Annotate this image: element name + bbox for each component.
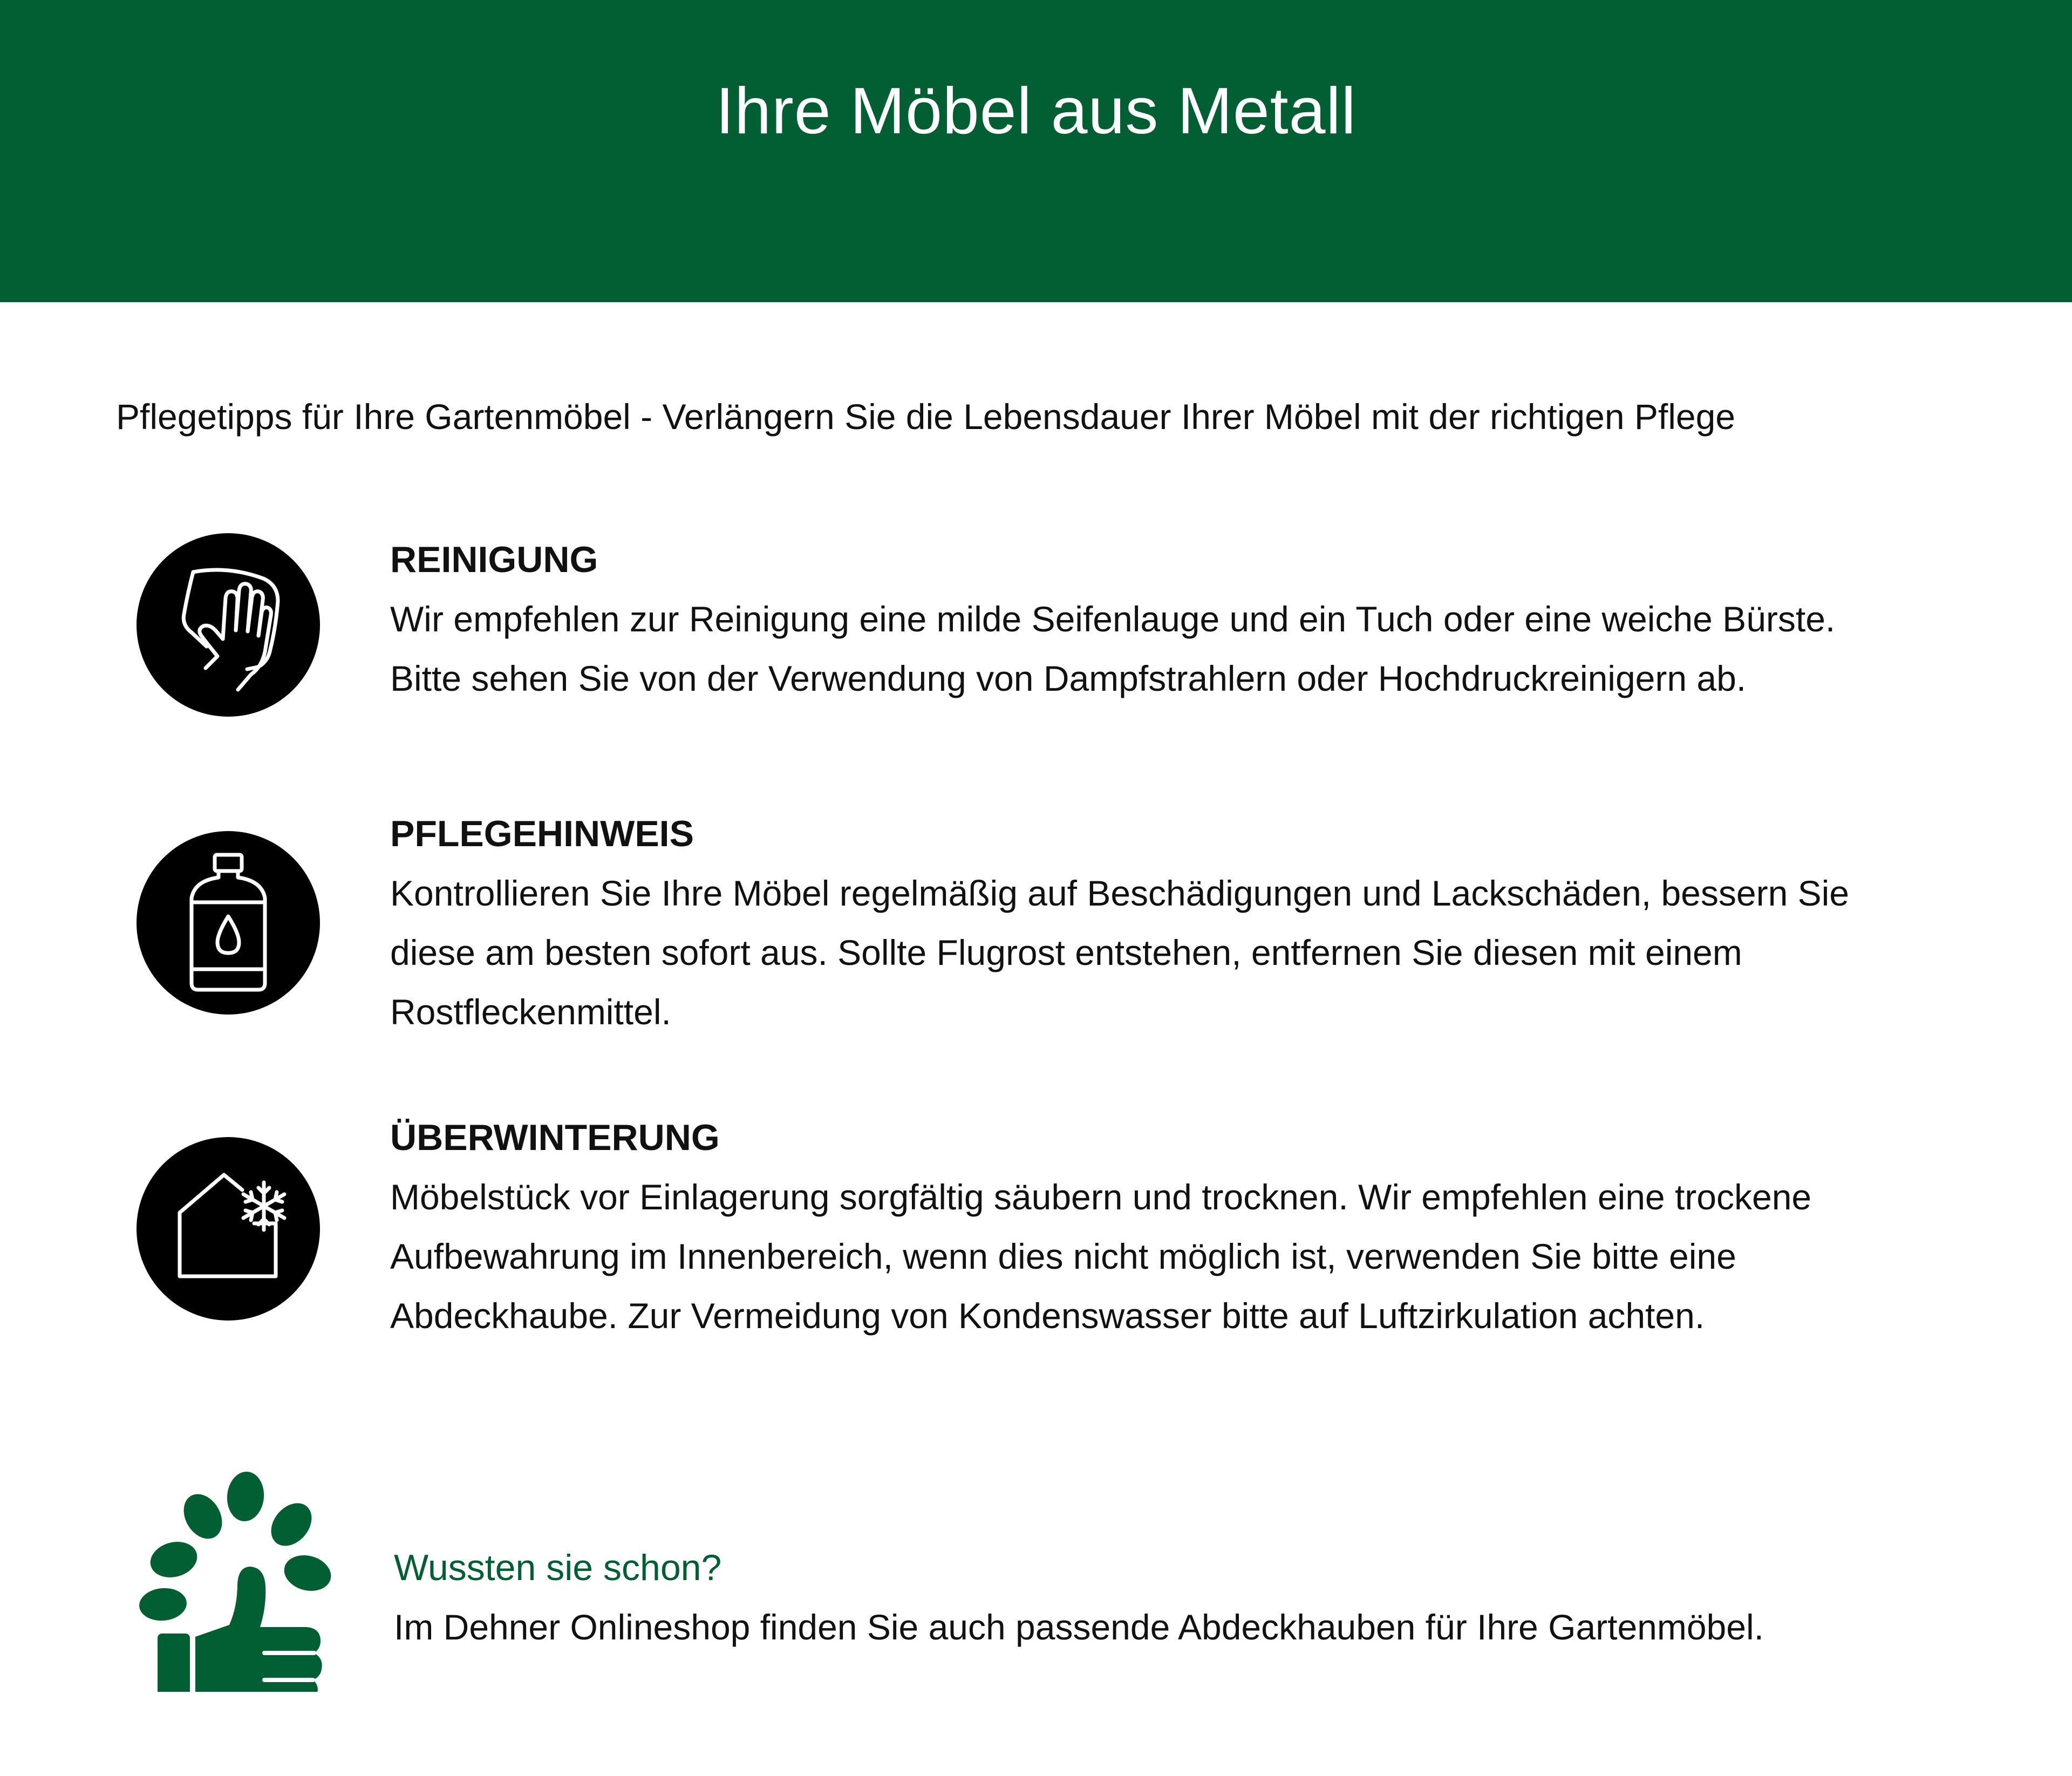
- section-body-line: Bitte sehen Sie von der Verwendung von Dampfstrahlern oder Hochdruckreinigern ab.: [390, 658, 1747, 698]
- section-body-line: diese am besten sofort aus. Sollte Flugrost entstehen, entfernen Sie diesen mit einem: [390, 933, 1742, 972]
- tip-text: [394, 1538, 2013, 1657]
- section-body: [390, 863, 2009, 1042]
- tip-body: Im Dehner Onlineshop finden Sie auch passende Abdeckhauben für Ihre Gartenmöbel.: [394, 1607, 1764, 1647]
- house-snowflake-icon: [137, 1137, 320, 1321]
- section-text: [390, 530, 2009, 708]
- section-body-line: Kontrollieren Sie Ihre Möbel regelmäßig auf Beschädigungen und Lackschäden, bessern Sie: [390, 873, 1850, 913]
- section-body: [390, 589, 2009, 708]
- section-title: REINIGUNG: [390, 539, 598, 580]
- section-body: [390, 1167, 2009, 1345]
- section-text: [390, 804, 2009, 1042]
- section-body-line: Aufbewahrung im Innenbereich, wenn dies nicht möglich ist, verwenden Sie bitte eine: [390, 1236, 1736, 1276]
- page-title: Ihre Möbel aus Metall: [715, 74, 1357, 147]
- header-banner: [0, 0, 2072, 302]
- section-body-line: Wir empfehlen zur Reinigung eine milde Seifenlauge und ein Tuch oder eine weiche Bürste.: [390, 599, 1836, 639]
- section-body-line: Abdeckhaube. Zur Vermeidung von Kondenswasser bitte auf Luftzirkulation achten.: [390, 1296, 1705, 1336]
- care-bottle-drop-icon: [137, 831, 320, 1015]
- section-body-line: Rostfleckenmittel.: [390, 992, 671, 1032]
- tip-title: Wussten sie schon?: [394, 1547, 722, 1588]
- thumbs-up-leaves-icon: [135, 1465, 335, 1692]
- section-title: PFLEGEHINWEIS: [390, 813, 694, 854]
- intro-text: Pflegetipps für Ihre Gartenmöbel - Verlängern Sie die Lebensdauer Ihrer Möbel mit der richtigen Pflege: [116, 397, 1736, 437]
- section-title: ÜBERWINTERUNG: [390, 1117, 720, 1158]
- cleaning-hand-cloth-icon: [137, 533, 320, 717]
- section-body-line: Möbelstück vor Einlagerung sorgfältig säubern und trocknen. Wir empfehlen eine trockene: [390, 1177, 1812, 1217]
- section-text: [390, 1108, 2009, 1345]
